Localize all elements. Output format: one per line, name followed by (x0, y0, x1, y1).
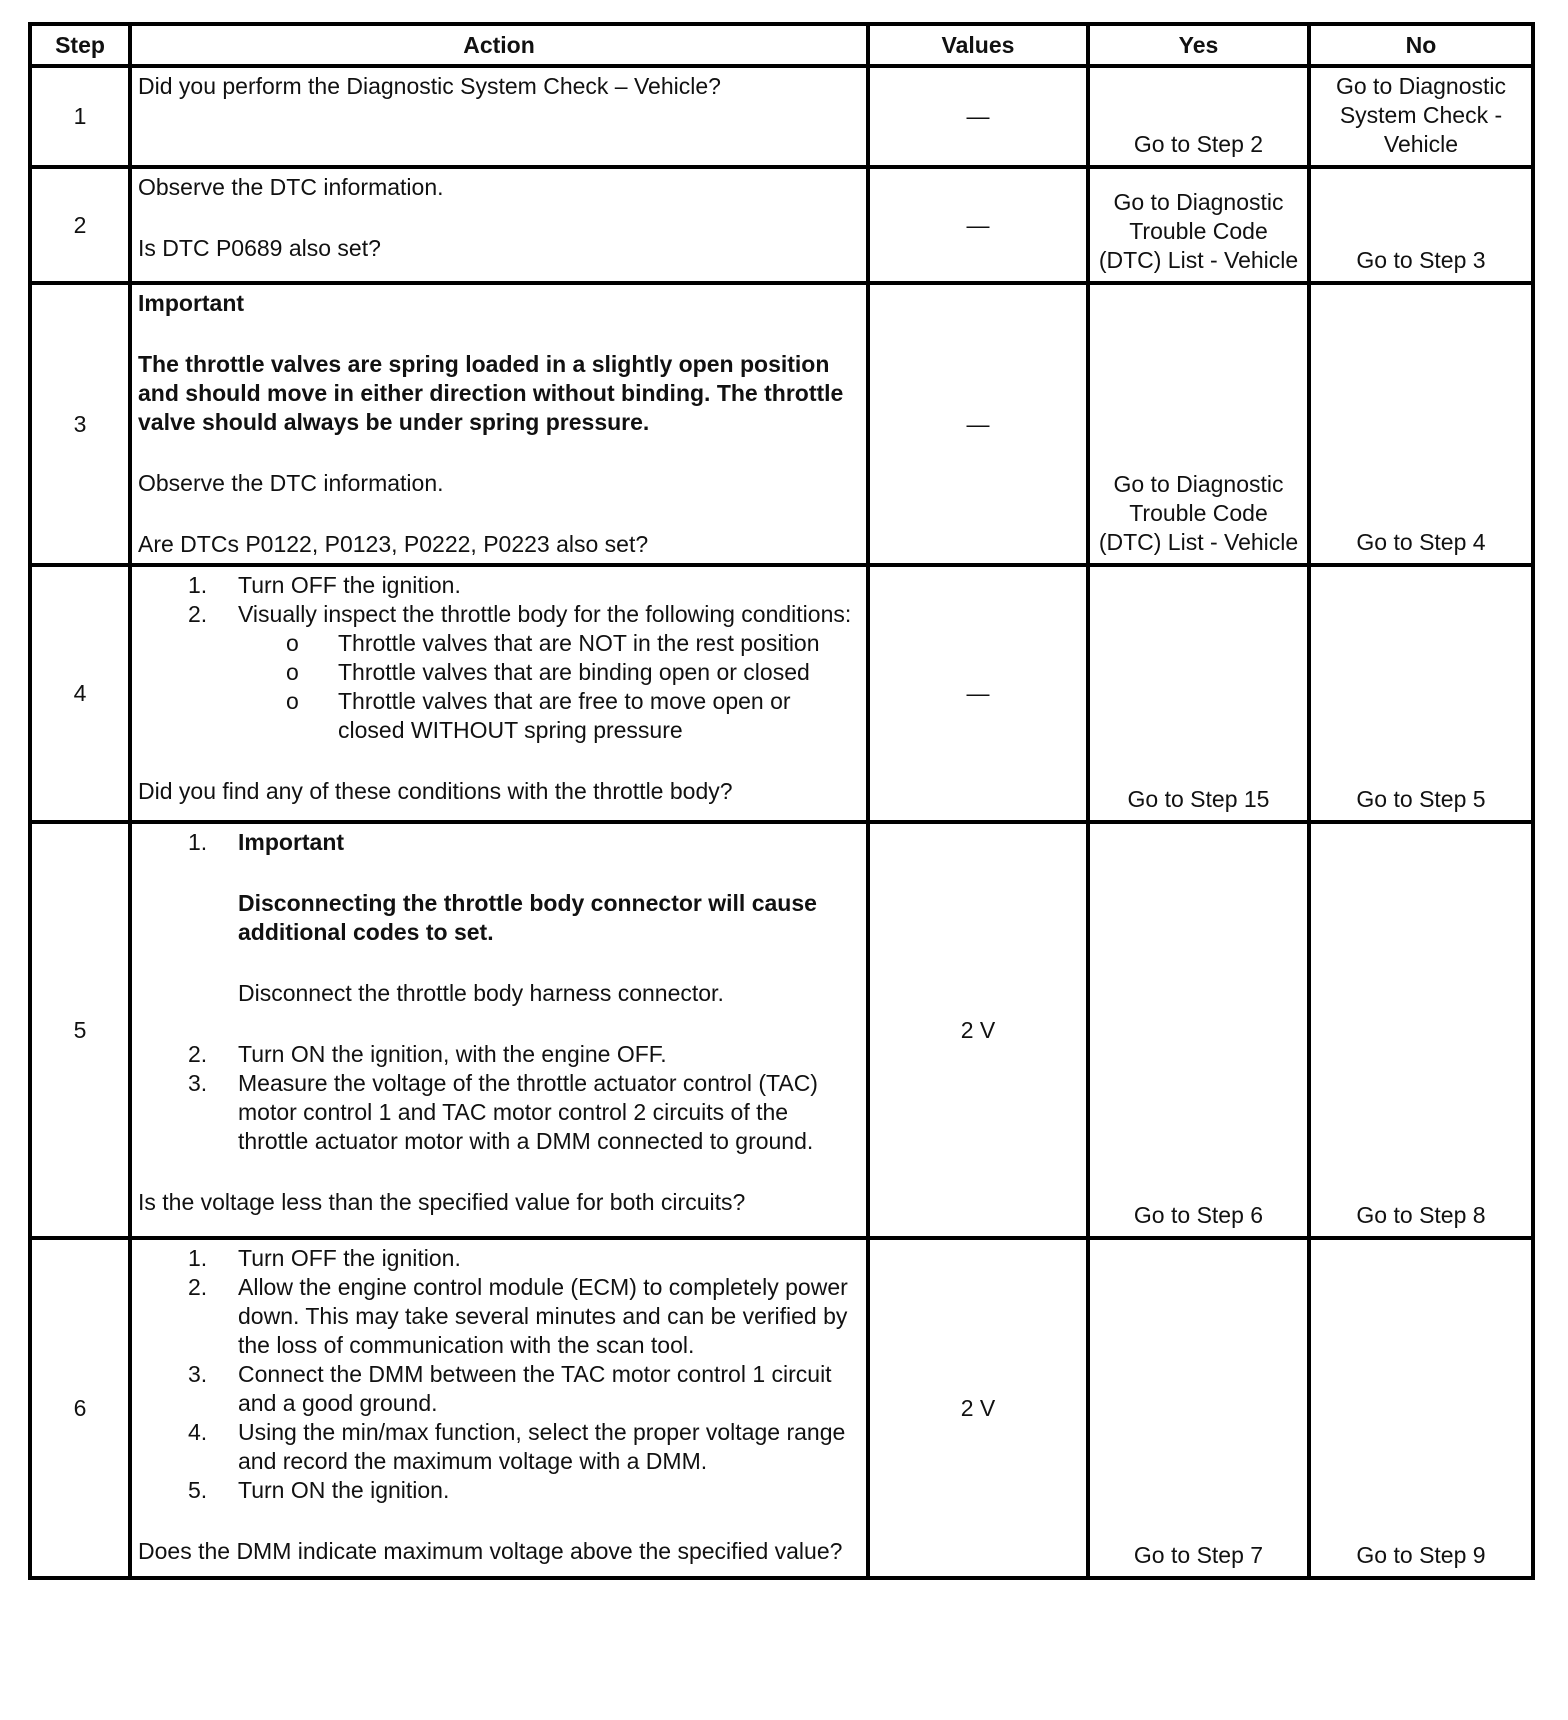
action-cell (130, 167, 868, 283)
item-number: 3. (188, 1070, 208, 1096)
item-text: Turn ON the ignition. (238, 1477, 450, 1503)
values-cell: — (868, 167, 1088, 283)
header-values: Values (868, 24, 1088, 66)
list-item (138, 600, 860, 745)
list-item (138, 1273, 860, 1360)
item-text: Visually inspect the throttle body for the following conditions: (238, 601, 852, 627)
yes-cell: Go to Step 15 (1088, 565, 1309, 822)
no-cell: Go to Step 4 (1309, 283, 1533, 565)
procedure-list (138, 828, 860, 1156)
table-row (30, 66, 1533, 167)
step-number: 2 (30, 167, 130, 283)
action-text: Observe the DTC information. (138, 174, 444, 200)
item-number: 2. (188, 1274, 208, 1300)
item-text: Turn OFF the ignition. (238, 572, 461, 598)
values-cell: — (868, 565, 1088, 822)
item-text: Using the min/max function, select the proper voltage range and record the maximum voltage with a DMM. (238, 1419, 846, 1474)
sub-item-text: Throttle valves that are free to move open or closed WITHOUT spring pressure (338, 688, 791, 743)
item-text: Measure the voltage of the throttle actuator control (TAC) motor control 1 and TAC motor control 2 circuits of the throttle actuator motor with a DMM connected to ground. (238, 1070, 818, 1154)
yes-cell: Go to Diagnostic Trouble Code (DTC) List - Vehicle (1088, 167, 1309, 283)
important-label: Important (238, 829, 345, 855)
no-cell: Go to Step 9 (1309, 1238, 1533, 1578)
diagnostic-table-sheet (28, 22, 1531, 1580)
step-number: 6 (30, 1238, 130, 1578)
list-item (138, 1360, 860, 1418)
list-item (138, 1040, 860, 1069)
action-cell (130, 66, 868, 167)
list-item (138, 1476, 860, 1505)
yes-cell: Go to Diagnostic Trouble Code (DTC) List - Vehicle (1088, 283, 1309, 565)
list-item (138, 1069, 860, 1156)
sub-item-text: Throttle valves that are binding open or closed (338, 659, 810, 685)
step-number: 4 (30, 565, 130, 822)
no-cell: Go to Step 8 (1309, 822, 1533, 1238)
procedure-list (138, 1244, 860, 1505)
action-cell (130, 283, 868, 565)
header-row (30, 24, 1533, 66)
header-step: Step (30, 24, 130, 66)
no-cell: Go to Step 5 (1309, 565, 1533, 822)
yes-cell: Go to Step 2 (1088, 66, 1309, 167)
important-note: The throttle valves are spring loaded in a slightly open position and should move in either direction without binding. The throttle valve should always be under spring pressure. (138, 351, 844, 435)
action-cell (130, 822, 868, 1238)
bullet-marker: o (286, 688, 299, 714)
item-number: 3. (188, 1361, 208, 1387)
sub-list-item (238, 687, 860, 745)
bullet-marker: o (286, 659, 299, 685)
no-cell: Go to Step 3 (1309, 167, 1533, 283)
table-row (30, 167, 1533, 283)
list-item (138, 571, 860, 600)
yes-cell: Go to Step 6 (1088, 822, 1309, 1238)
header-yes: Yes (1088, 24, 1309, 66)
item-number: 1. (188, 1245, 208, 1271)
diagnostic-table (28, 22, 1535, 1580)
values-cell: 2 V (868, 822, 1088, 1238)
item-number: 2. (188, 601, 208, 627)
sub-list-item (238, 629, 860, 658)
important-label: Important (138, 290, 245, 316)
table-row (30, 565, 1533, 822)
header-action: Action (130, 24, 868, 66)
list-item (138, 828, 860, 1040)
action-question: Did you perform the Diagnostic System Check – Vehicle? (138, 73, 721, 99)
table-row (30, 283, 1533, 565)
action-question: Is the voltage less than the specified value for both circuits? (138, 1189, 746, 1215)
list-item (138, 1418, 860, 1476)
bullet-marker: o (286, 630, 299, 656)
action-question: Does the DMM indicate maximum voltage above the specified value? (138, 1538, 843, 1564)
values-cell: 2 V (868, 1238, 1088, 1578)
yes-cell: Go to Step 7 (1088, 1238, 1309, 1578)
header-no: No (1309, 24, 1533, 66)
action-cell (130, 1238, 868, 1578)
values-cell: — (868, 283, 1088, 565)
no-cell: Go to Diagnostic System Check - Vehicle (1309, 66, 1533, 167)
item-text: Disconnect the throttle body harness connector. (238, 980, 724, 1006)
sub-item-text: Throttle valves that are NOT in the rest position (338, 630, 820, 656)
item-text: Turn ON the ignition, with the engine OFF. (238, 1041, 667, 1067)
item-text: Turn OFF the ignition. (238, 1245, 461, 1271)
important-note: Disconnecting the throttle body connector will cause additional codes to set. (238, 890, 817, 945)
item-number: 1. (188, 572, 208, 598)
values-cell: — (868, 66, 1088, 167)
list-item (138, 1244, 860, 1273)
item-number: 4. (188, 1419, 208, 1445)
item-number: 2. (188, 1041, 208, 1067)
item-number: 5. (188, 1477, 208, 1503)
action-question: Are DTCs P0122, P0123, P0222, P0223 also set? (138, 531, 649, 557)
condition-list (238, 629, 860, 745)
action-question: Did you find any of these conditions with the throttle body? (138, 778, 733, 804)
item-text: Connect the DMM between the TAC motor control 1 circuit and a good ground. (238, 1361, 832, 1416)
item-number: 1. (188, 829, 208, 855)
action-text: Observe the DTC information. (138, 470, 444, 496)
procedure-list (138, 571, 860, 745)
sub-list-item (238, 658, 860, 687)
table-row (30, 1238, 1533, 1578)
action-question: Is DTC P0689 also set? (138, 235, 381, 261)
step-number: 1 (30, 66, 130, 167)
step-number: 3 (30, 283, 130, 565)
step-number: 5 (30, 822, 130, 1238)
table-row (30, 822, 1533, 1238)
action-cell (130, 565, 868, 822)
item-text: Allow the engine control module (ECM) to completely power down. This may take several minutes and can be verified by the loss of communication with the scan tool. (238, 1274, 848, 1358)
